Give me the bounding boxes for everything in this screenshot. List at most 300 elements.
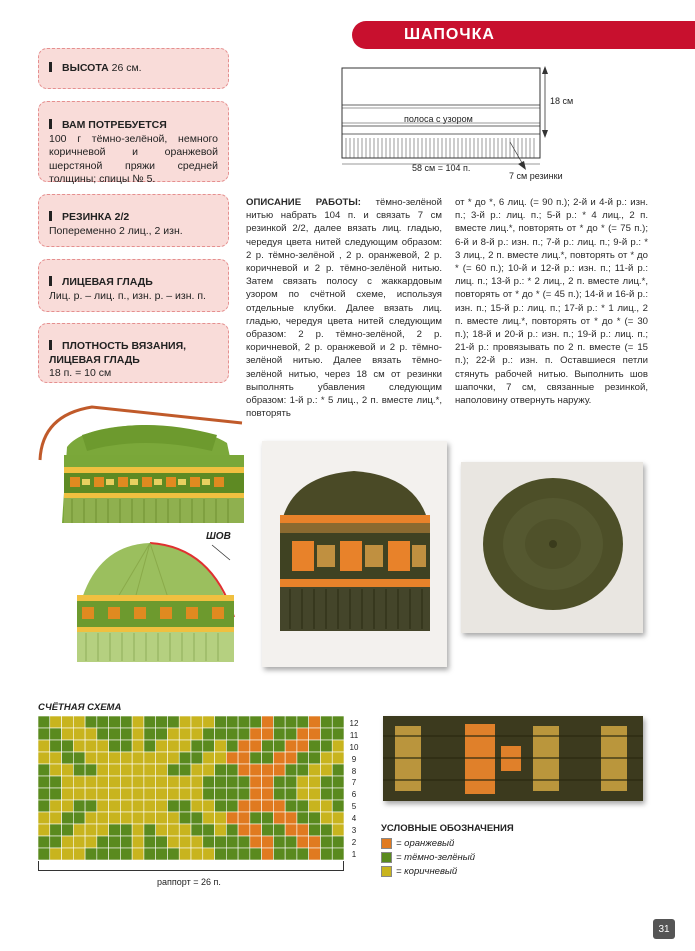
chart-cell — [262, 848, 274, 860]
chart-cell — [62, 800, 74, 812]
chart-cell — [320, 812, 332, 824]
chart-cell — [179, 812, 191, 824]
chart-cell — [156, 776, 168, 788]
chart-cell — [320, 764, 332, 776]
chart-cell — [273, 800, 285, 812]
schematic-rib-label: 7 см резинки — [509, 171, 563, 181]
chart-cell — [120, 788, 132, 800]
chart-cell — [332, 836, 344, 848]
chart-cell — [179, 728, 191, 740]
chart-cell — [297, 740, 309, 752]
chart-cell — [238, 836, 250, 848]
chart-cell — [132, 824, 144, 836]
chart-cell — [250, 836, 262, 848]
gauge-value: 18 п. = 10 см — [49, 367, 112, 379]
chart-cell — [332, 848, 344, 860]
chart-cell — [62, 812, 74, 824]
chart-cell — [73, 728, 85, 740]
chart-cell — [109, 740, 121, 752]
chart-cell — [120, 800, 132, 812]
chart-cell — [285, 824, 297, 836]
chart-cell — [109, 716, 121, 728]
chart-cell — [144, 752, 156, 764]
chart-cell — [73, 776, 85, 788]
chart-cell — [320, 848, 332, 860]
chart-cell — [238, 716, 250, 728]
chart-cell — [215, 716, 227, 728]
chart-cell — [132, 848, 144, 860]
instructions-heading: ОПИСАНИЕ РАБОТЫ: — [246, 197, 361, 208]
chart-row-number: 6 — [351, 790, 357, 800]
chart-cell — [97, 740, 109, 752]
chart-cell — [332, 740, 344, 752]
legend-label-darkgreen: = тёмно-зелёный — [396, 852, 475, 863]
info-box-materials — [38, 101, 229, 185]
chart-cell — [273, 764, 285, 776]
chart-cell — [167, 800, 179, 812]
chart-cell — [297, 788, 309, 800]
chart-cell — [215, 740, 227, 752]
hat-top-graphic — [461, 462, 643, 633]
legend-label-orange: = оранжевый — [396, 838, 455, 849]
chart-cell — [226, 812, 238, 824]
chart-cell — [191, 848, 203, 860]
chart-cell — [73, 812, 85, 824]
chart-cell — [215, 728, 227, 740]
chart-cell — [85, 740, 97, 752]
chart-cell — [167, 824, 179, 836]
chart-row-number: 8 — [351, 766, 357, 776]
chart-cell — [144, 800, 156, 812]
chart-cell — [297, 800, 309, 812]
chart-cell — [97, 812, 109, 824]
chart-cell — [167, 848, 179, 860]
chart-cell — [179, 752, 191, 764]
chart-cell — [156, 800, 168, 812]
chart-row-number: 3 — [351, 826, 357, 836]
chart-cell — [132, 716, 144, 728]
chart-cell — [85, 716, 97, 728]
chart-cell — [50, 824, 62, 836]
chart-cell — [167, 728, 179, 740]
chart-cell — [97, 764, 109, 776]
stockinette-label: ЛИЦЕВАЯ ГЛАДЬ — [62, 276, 153, 288]
schematic-height-label: 18 см — [550, 96, 574, 106]
rib-value: Попеременно 2 лиц., 2 изн. — [49, 224, 183, 237]
chart-row-number: 12 — [349, 719, 359, 728]
chart-cell — [132, 836, 144, 848]
chart-cell — [203, 752, 215, 764]
chart-cell — [167, 836, 179, 848]
chart-cell — [297, 812, 309, 824]
chart-cell — [309, 800, 321, 812]
chart-cell — [85, 788, 97, 800]
chart-cell — [309, 824, 321, 836]
chart-cell — [73, 824, 85, 836]
chart-cell — [109, 788, 121, 800]
chart-cell — [226, 776, 238, 788]
chart-cell — [73, 716, 85, 728]
chart-cell — [109, 812, 121, 824]
chart-cell — [144, 728, 156, 740]
chart-cell — [238, 800, 250, 812]
chart-cell — [215, 776, 227, 788]
chart-cell — [179, 824, 191, 836]
chart-cell — [191, 716, 203, 728]
chart-cell — [191, 752, 203, 764]
chart-cell — [203, 788, 215, 800]
chart-cell — [285, 812, 297, 824]
height-value: 26 см. — [111, 61, 142, 74]
chart-cell — [132, 788, 144, 800]
chart-cell — [262, 752, 274, 764]
chart-cell — [50, 800, 62, 812]
chart-cell — [85, 812, 97, 824]
chart-cell — [238, 824, 250, 836]
chart-cell — [262, 788, 274, 800]
chart-cell — [144, 788, 156, 800]
chart-cell — [309, 740, 321, 752]
chart-cell — [97, 848, 109, 860]
chart-cell — [120, 752, 132, 764]
chart-cell — [62, 728, 74, 740]
hat-photo-graphic — [262, 441, 447, 667]
chart-cell — [50, 812, 62, 824]
chart-cell — [226, 836, 238, 848]
chart-cell — [309, 752, 321, 764]
chart-cell — [97, 824, 109, 836]
chart-cell — [120, 764, 132, 776]
chart-cell — [50, 740, 62, 752]
chart-cell — [332, 728, 344, 740]
chart-cell — [62, 716, 74, 728]
chart-cell — [132, 728, 144, 740]
chart-cell — [215, 800, 227, 812]
chart-cell — [226, 752, 238, 764]
chart-cell — [144, 764, 156, 776]
chart-cell — [273, 848, 285, 860]
chart-cell — [156, 848, 168, 860]
chart-cell — [215, 824, 227, 836]
knitting-chart — [38, 716, 348, 864]
chart-cell — [85, 848, 97, 860]
chart-cell — [309, 848, 321, 860]
chart-cell — [50, 848, 62, 860]
info-box-rib — [38, 194, 229, 247]
chart-cell — [144, 716, 156, 728]
chart-cell — [203, 812, 215, 824]
chart-cell — [132, 776, 144, 788]
rib-label: РЕЗИНКА 2/2 — [62, 211, 130, 223]
chart-cell — [226, 824, 238, 836]
chart-cell — [62, 788, 74, 800]
chart-cell — [85, 800, 97, 812]
chart-cell — [250, 824, 262, 836]
chart-cell — [97, 776, 109, 788]
page-number: 31 — [653, 919, 675, 939]
chart-cell — [38, 788, 50, 800]
chart-cell — [38, 836, 50, 848]
chart-cell — [250, 788, 262, 800]
chart-cell — [262, 800, 274, 812]
chart-cell — [120, 776, 132, 788]
chart-cell — [50, 776, 62, 788]
schematic-width-label: 58 см = 104 п. — [412, 163, 471, 173]
chart-cell — [285, 728, 297, 740]
legend-item-darkgreen — [381, 852, 475, 863]
chart-cell — [250, 764, 262, 776]
chart-row-number: 11 — [349, 730, 359, 740]
chart-cell — [285, 776, 297, 788]
chart-cell — [320, 728, 332, 740]
chart-cell — [250, 848, 262, 860]
chart-cell — [332, 788, 344, 800]
chart-cell — [144, 812, 156, 824]
chart-cell — [320, 824, 332, 836]
chart-cell — [309, 788, 321, 800]
chart-cell — [285, 848, 297, 860]
chart-cell — [109, 752, 121, 764]
chart-cell — [191, 800, 203, 812]
chart-cell — [203, 848, 215, 860]
instructions-col-1 — [246, 196, 442, 420]
chart-cell — [179, 716, 191, 728]
chart-cell — [215, 812, 227, 824]
chart-cell — [262, 776, 274, 788]
chart-cell — [320, 836, 332, 848]
chart-cell — [297, 776, 309, 788]
chart-row-number: 1 — [351, 849, 357, 859]
chart-cell — [285, 836, 297, 848]
chart-cell — [273, 824, 285, 836]
chart-cell — [203, 716, 215, 728]
chart-cell — [273, 752, 285, 764]
chart-cell — [73, 740, 85, 752]
chart-cell — [297, 752, 309, 764]
chart-cell — [144, 836, 156, 848]
chart-row-number: 4 — [351, 814, 357, 824]
chart-cell — [262, 728, 274, 740]
chart-cell — [62, 848, 74, 860]
chart-cell — [62, 752, 74, 764]
chart-cell — [262, 716, 274, 728]
chart-cell — [320, 752, 332, 764]
chart-cell — [50, 728, 62, 740]
chart-cell — [109, 776, 121, 788]
chart-cell — [309, 716, 321, 728]
hat-illustration — [22, 395, 262, 690]
chart-cell — [226, 728, 238, 740]
chart-cell — [191, 728, 203, 740]
chart-cell — [85, 752, 97, 764]
chart-cell — [167, 752, 179, 764]
chart-cell — [332, 812, 344, 824]
chart-cell — [109, 764, 121, 776]
page-title-tab — [352, 21, 695, 49]
chart-row-number: 7 — [351, 778, 357, 788]
chart-cell — [203, 776, 215, 788]
chart-cell — [179, 788, 191, 800]
chart-cell — [50, 716, 62, 728]
chart-cell — [109, 824, 121, 836]
chart-cell — [320, 788, 332, 800]
chart-cell — [97, 836, 109, 848]
chart-cell — [109, 800, 121, 812]
chart-cell — [62, 776, 74, 788]
chart-title: СЧЁТНАЯ СХЕМА — [38, 702, 122, 713]
chart-cell — [203, 764, 215, 776]
chart-cell — [285, 716, 297, 728]
repeat-label: раппорт = 26 п. — [157, 877, 221, 887]
info-box-stockinette — [38, 259, 229, 312]
chart-cell — [226, 716, 238, 728]
pattern-photo — [383, 716, 643, 801]
chart-cell — [38, 764, 50, 776]
chart-cell — [250, 740, 262, 752]
chart-cell — [73, 848, 85, 860]
info-box-gauge — [38, 323, 229, 383]
chart-cell — [50, 788, 62, 800]
chart-cell — [156, 812, 168, 824]
chart-cell — [215, 764, 227, 776]
chart-cell — [109, 728, 121, 740]
chart-cell — [238, 764, 250, 776]
chart-cell — [332, 716, 344, 728]
chart-cell — [285, 800, 297, 812]
chart-cell — [156, 728, 168, 740]
chart-row-number: 5 — [351, 802, 357, 812]
chart-cell — [144, 776, 156, 788]
chart-cell — [238, 848, 250, 860]
chart-cell — [273, 716, 285, 728]
chart-cell — [62, 824, 74, 836]
chart-cell — [332, 764, 344, 776]
chart-cell — [167, 812, 179, 824]
chart-row-numbers — [347, 718, 361, 861]
chart-cell — [238, 812, 250, 824]
chart-cell — [120, 716, 132, 728]
chart-cell — [85, 824, 97, 836]
chart-cell — [179, 836, 191, 848]
materials-label: ВАМ ПОТРЕБУЕТСЯ — [62, 119, 167, 131]
chart-cell — [191, 788, 203, 800]
chart-cell — [273, 788, 285, 800]
chart-cell — [273, 812, 285, 824]
legend-swatch-orange — [381, 838, 392, 849]
chart-cell — [309, 728, 321, 740]
chart-cell — [273, 728, 285, 740]
chart-cell — [38, 752, 50, 764]
chart-cell — [191, 812, 203, 824]
chart-cell — [120, 836, 132, 848]
chart-cell — [38, 812, 50, 824]
chart-cell — [262, 824, 274, 836]
chart-cell — [97, 800, 109, 812]
chart-cell — [38, 800, 50, 812]
height-label: ВЫСОТА — [62, 61, 109, 74]
chart-cell — [238, 776, 250, 788]
chart-cell — [120, 812, 132, 824]
chart-cell — [273, 836, 285, 848]
chart-cell — [97, 728, 109, 740]
chart-cell — [250, 800, 262, 812]
chart-cell — [132, 752, 144, 764]
chart-row-number: 9 — [351, 754, 357, 764]
legend-label-brown: = коричневый — [396, 866, 458, 877]
chart-cell — [73, 752, 85, 764]
chart-cell — [297, 848, 309, 860]
chart-cell — [273, 740, 285, 752]
chart-cell — [262, 812, 274, 824]
chart-cell — [203, 740, 215, 752]
chart-cell — [38, 716, 50, 728]
chart-cell — [109, 836, 121, 848]
chart-cell — [97, 788, 109, 800]
chart-cell — [156, 836, 168, 848]
chart-cell — [297, 716, 309, 728]
chart-cell — [250, 716, 262, 728]
chart-cell — [238, 740, 250, 752]
hat-top-photo — [461, 462, 643, 633]
chart-cell — [73, 836, 85, 848]
chart-cell — [97, 716, 109, 728]
chart-cell — [250, 752, 262, 764]
chart-cell — [226, 740, 238, 752]
chart-cell — [85, 836, 97, 848]
chart-cell — [156, 764, 168, 776]
chart-cell — [203, 824, 215, 836]
chart-cell — [215, 752, 227, 764]
chart-cell — [120, 824, 132, 836]
chart-row-number: 10 — [349, 742, 359, 752]
chart-cell — [250, 812, 262, 824]
chart-cell — [191, 776, 203, 788]
chart-cell — [332, 824, 344, 836]
chart-cell — [332, 800, 344, 812]
chart-cell — [167, 716, 179, 728]
chart-cell — [203, 836, 215, 848]
chart-cell — [226, 848, 238, 860]
chart-cell — [203, 800, 215, 812]
chart-cell — [62, 740, 74, 752]
instructions-text-1: тёмно-зелёной нитью набрать 104 п. и связать 7 см резинкой 2/2, далее вязать лиц. гладью, чередуя цвета нитей следующим образом: 2 р. тёмно-зелёной , 2 р. оранжевой, 2 р. коричневой и 2 р. тёмно-зелёной нитью. Затем связать полосу с жаккардовым узором по счётной схеме, используя отдельные клубки. Далее вязать лиц. гладью, чередуя цвета нитей следующим образом: 2 р. тёмно-зелёной, 2 р. коричневой, 2 р. оранжевой и 2 р. тёмно-зелёной нитью. Далее вязать тёмно-зелёной нитью, через 18 см от резинки выполнять убавления следующим образом: 1-й р.: * 5 лиц., 2 п. вместе лиц.*, повторять — [246, 197, 442, 420]
chart-cell — [144, 824, 156, 836]
chart-cell — [144, 848, 156, 860]
chart-cell — [120, 728, 132, 740]
chart-cell — [226, 764, 238, 776]
chart-cell — [238, 788, 250, 800]
chart-cell — [320, 776, 332, 788]
chart-cell — [62, 836, 74, 848]
pattern-photo-graphic — [383, 716, 643, 801]
chart-cell — [85, 764, 97, 776]
chart-cell — [38, 848, 50, 860]
chart-cell — [179, 800, 191, 812]
chart-cell — [38, 740, 50, 752]
chart-cell — [332, 752, 344, 764]
chart-cell — [250, 776, 262, 788]
chart-cell — [191, 764, 203, 776]
chart-cell — [38, 824, 50, 836]
chart-cell — [167, 788, 179, 800]
chart-cell — [62, 764, 74, 776]
chart-cell — [262, 740, 274, 752]
chart-cell — [262, 836, 274, 848]
chart-cell — [238, 752, 250, 764]
chart-cell — [191, 836, 203, 848]
chart-cell — [262, 764, 274, 776]
seam-label: ШОВ — [206, 531, 231, 542]
